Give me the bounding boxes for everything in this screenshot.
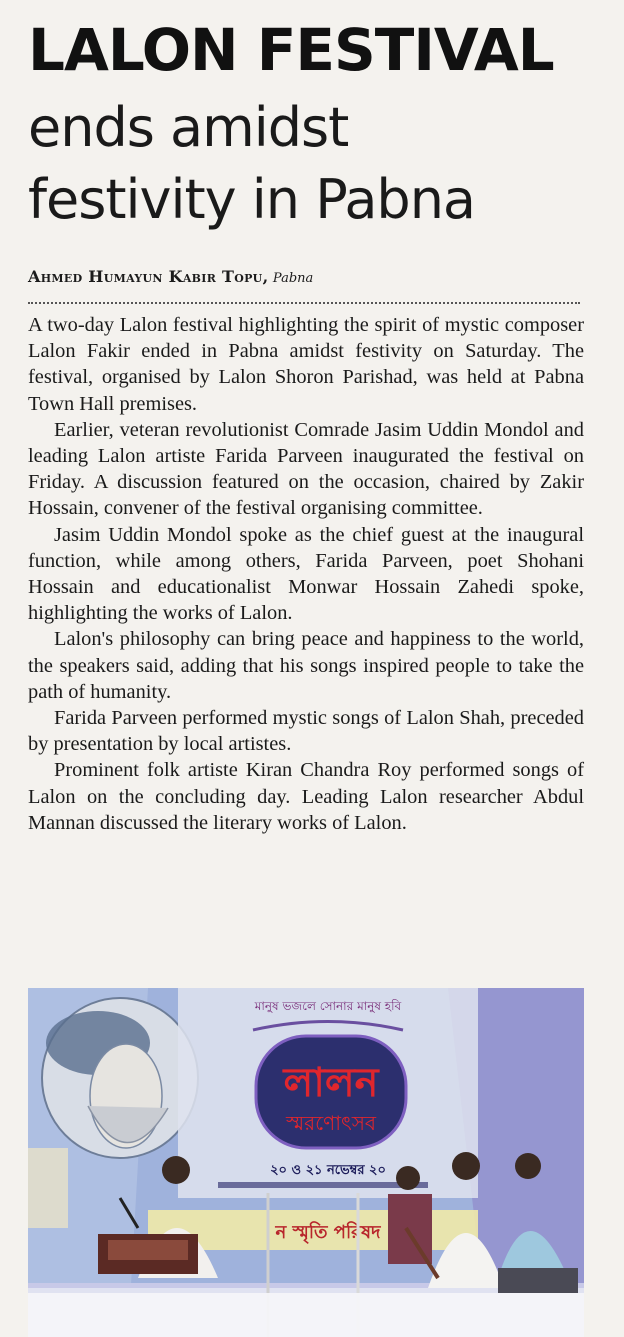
headline: LALON FESTIVAL bbox=[28, 16, 554, 84]
article-body bbox=[28, 312, 584, 836]
festival-banner bbox=[178, 988, 478, 1198]
banner-dates-text: ২০ ও ২১ নভেম্বর ২০ bbox=[270, 1163, 386, 1178]
festival-photo bbox=[28, 988, 584, 1337]
subhead-line-1: ends amidst bbox=[28, 96, 349, 159]
byline bbox=[28, 266, 313, 290]
banner-subtitle-text: স্মরণোৎসব bbox=[285, 1111, 377, 1135]
paragraph-2: Earlier, veteran revolutionist Comrade Jasim Uddin Mondol and leading Lalon artiste Farida Parveen inaugurated the festival on Friday. A discussion featured on the occasion, chaired by Zakir Hossain, convener of the festival organising committee. bbox=[28, 418, 584, 520]
paragraph-4: Lalon's philosophy can bring peace and happiness to the world, the speakers said, adding that his songs inspired people to take the path of humanity. bbox=[28, 628, 584, 703]
paragraph-5: Farida Parveen performed mystic songs of Lalon Shah, preceded by presentation by local artistes. bbox=[28, 707, 584, 756]
paragraph-1: A two-day Lalon festival highlighting the spirit of mystic composer Lalon Fakir ended in Pabna amidst festivity on Saturday. The festival, organised by Lalon Shoron Parishad, was held at Pabna Town Hall premises. bbox=[28, 314, 584, 415]
subheadline bbox=[28, 92, 608, 236]
byline-location: Pabna bbox=[272, 271, 314, 286]
byline-author: Ahmed Humayun Kabir Topu, bbox=[28, 267, 269, 286]
paragraph-6: Prominent folk artiste Kiran Chandra Roy performed songs of Lalon on the concluding day. Leading Lalon researcher Abdul Mannan discussed the literary works of Lalon. bbox=[28, 759, 584, 834]
dotted-divider bbox=[28, 302, 580, 304]
subhead-line-2: festivity in Pabna bbox=[28, 168, 476, 231]
paragraph-3: Jasim Uddin Mondol spoke as the chief guest at the inaugural function, while among others, Farida Parveen, poet Shohani Hossain and educationalist Monwar Hossain Zahedi spoke, highlighting the works of Lalon. bbox=[28, 523, 584, 625]
banner-footer-text: ন স্মৃতি পরিষদ bbox=[275, 1222, 381, 1243]
banner-title-text: লালন bbox=[283, 1060, 379, 1106]
banner-top-text: মানুষ ভজলে সোনার মানুষ হবি bbox=[254, 999, 402, 1013]
